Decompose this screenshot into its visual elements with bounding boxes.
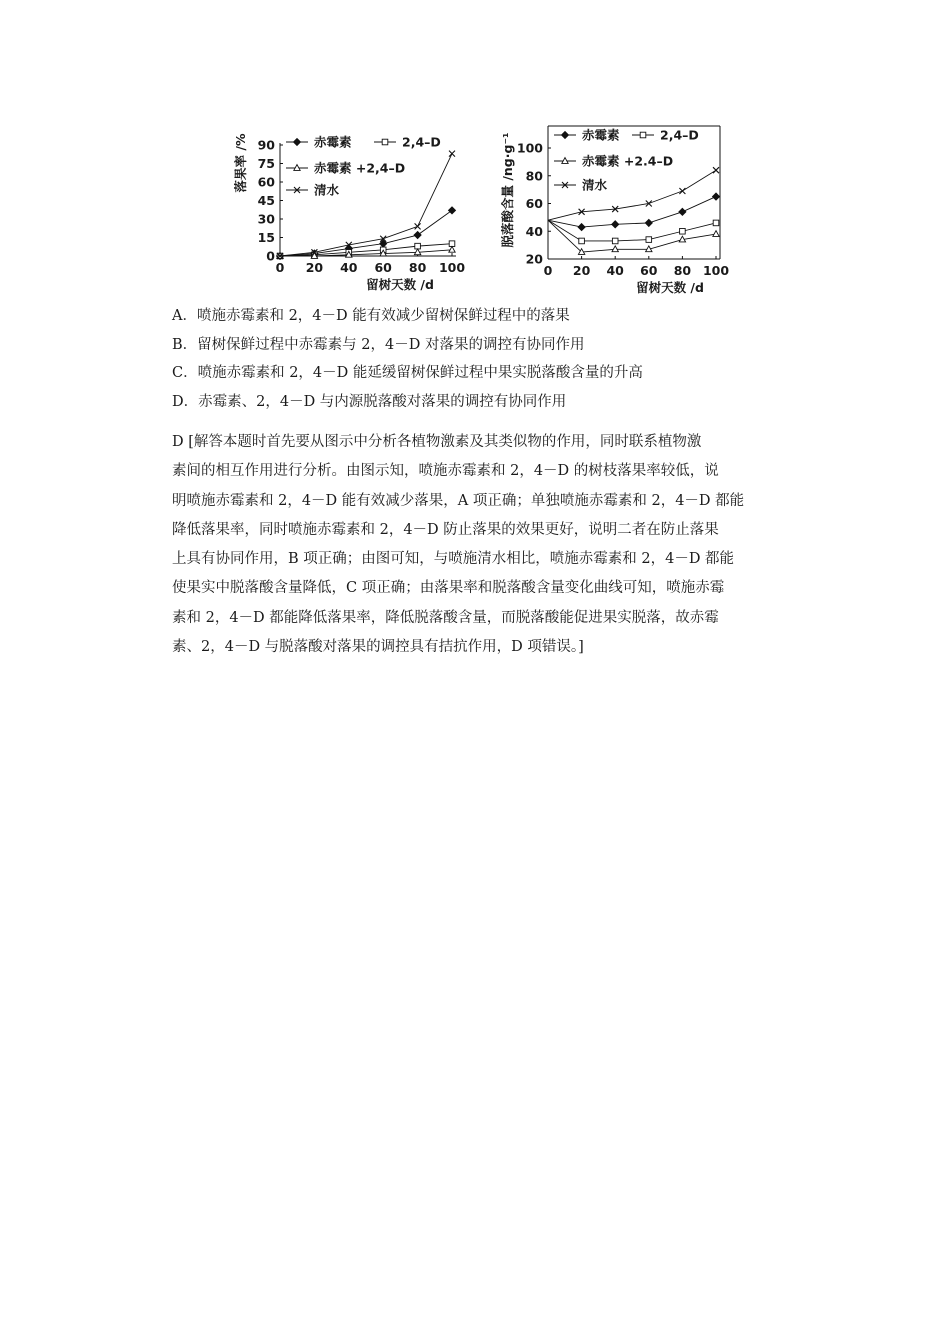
answer-line: 使果实中脱落酸含量降低，C 项正确；由落果率和脱落酸含量变化曲线可知，喷施赤霉 [172,580,725,597]
answer-line: 素、2，4－D 与脱落酸对落果的调控具有拮抗作用，D 项错误。] [172,639,584,656]
data-point [680,228,686,234]
y-axis-label: 脱落酸含量 /ng·g⁻¹ [500,132,515,248]
option-c: C．喷施赤霉素和 2，4－D 能延缓留树保鲜过程中果实脱落酸含量的升高 [172,365,643,381]
data-point [414,231,421,238]
legend-label: 清水 [314,182,340,198]
series-1 [548,193,720,231]
x-tick-label: 0 [275,260,285,275]
y-tick-label: 30 [257,211,275,227]
y-tick-label: 40 [525,223,543,239]
series-4 [548,167,719,220]
y-tick-label: 75 [257,156,275,171]
data-point [579,238,585,244]
answer-line: D [解答本题时首先要从图示中分析各植物激素及其类似物的作用，同时联系植物激 [172,434,702,450]
data-point [713,167,719,173]
x-tick-label: 0 [543,263,553,278]
legend-marker [382,139,388,145]
answer-line: 素和 2，4－D 都能降低落果率，降低脱落酸含量，而脱落酸能促进果实脱落，故赤霉 [172,609,719,626]
x-tick-label: 60 [374,260,392,275]
x-tick-label: 100 [702,263,730,278]
legend-label: 2,4–D [660,127,699,143]
data-point [612,221,619,228]
series-line [280,210,452,256]
legend-label: 赤霉素 [582,127,620,143]
x-axis-label: 留树天数 /d [366,277,434,292]
data-point [448,207,455,214]
answer-line: 明喷施赤霉素和 2，4－D 能有效减少落果，A 项正确；单独喷施赤霉素和 2，4－D 都能 [172,492,745,509]
chart-abscisic-acid-content [496,118,758,300]
y-tick-label: 45 [257,193,275,208]
data-point [449,151,455,157]
legend-marker [561,131,568,138]
x-tick-label: 20 [572,263,591,278]
option-list [172,302,812,416]
answer-line: 素间的相互作用进行分析。由图示知，喷施赤霉素和 2，4－D 的树枝落果率较低，说 [172,463,719,480]
y-tick-label: 60 [525,196,543,211]
answer-line: 上具有协同作用，B 项正确；由图可知，与喷施清水相比，喷施赤霉素和 2，4－D 都能 [172,551,735,568]
option-b: B．留树保鲜过程中赤霉素与 2，4－D 对落果的调控有协同作用 [172,336,585,353]
y-tick-label: 90 [257,137,275,153]
x-tick-label: 80 [408,260,427,275]
x-tick-label: 40 [606,263,624,278]
x-axis-label: 留树天数 /d [636,280,704,295]
y-tick-label: 100 [516,140,543,156]
x-tick-label: 80 [673,263,692,278]
data-point [612,238,618,244]
legend-label: 清水 [582,177,608,193]
answer-line: 降低落果率，同时喷施赤霉素和 2，4－D 防止落果的效果更好，说明二者在防止落果 [172,521,719,538]
series-3 [277,246,455,258]
series-line [548,170,716,220]
legend [554,128,699,193]
y-tick-label: 0 [266,248,275,264]
data-point [449,246,455,252]
x-tick-label: 20 [305,260,324,275]
y-tick-label: 15 [257,230,275,245]
legend [286,135,441,198]
y-tick-label: 60 [257,174,275,190]
data-point [713,220,719,226]
x-tick-label: 100 [438,260,466,275]
data-point [646,237,652,243]
y-axis-label: 落果率 /% [233,133,248,193]
option-d: D．赤霉素、2，4－D 与内源脱落酸对落果的调控有协同作用 [172,393,567,410]
series-line [548,197,716,228]
legend-marker [640,132,646,138]
legend-marker [293,138,300,145]
legend-label: 赤霉素 [314,134,352,150]
data-point [712,193,719,200]
answer-explanation [172,428,812,662]
x-tick-label: 60 [640,263,658,278]
data-point [578,223,585,230]
data-point [679,188,685,194]
legend-label: 2,4–D [402,134,441,150]
data-point [612,246,618,252]
data-point [679,208,686,215]
data-point [713,231,719,237]
data-point [415,223,421,229]
option-a: A．喷施赤霉素和 2，4－D 能有效减少留树保鲜过程中的落果 [172,308,570,324]
data-point [645,219,652,226]
chart-fruit-drop-rate [228,118,490,300]
figure [228,118,758,300]
legend-label: 赤霉素 +2,4–D [314,160,406,176]
y-tick-label: 20 [525,251,543,267]
x-tick-label: 40 [340,260,358,275]
y-tick-label: 80 [525,168,543,184]
legend-label: 赤霉素 +2.4–D [582,153,674,169]
